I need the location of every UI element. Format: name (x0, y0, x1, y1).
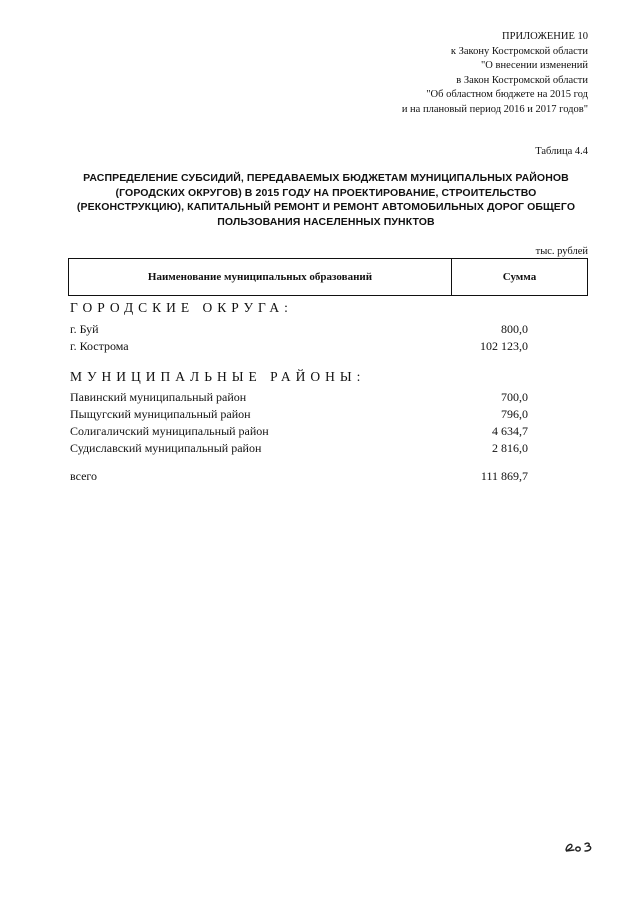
row-value: 2 816,0 (492, 441, 528, 455)
total-value: 111 869,7 (480, 469, 528, 483)
appendix-header (402, 30, 588, 118)
row-value: 4 634,7 (492, 424, 528, 438)
table-row (70, 339, 530, 356)
header-line: и на плановый период 2016 и 2017 годов" (401, 103, 588, 115)
document-title (72, 171, 580, 229)
row-name: Пыщугский муниципальный район (70, 407, 251, 421)
row-value: 700,0 (501, 390, 528, 404)
header-line: к Закону Костромской области (450, 45, 588, 57)
section-title-municipal-districts: МУНИЦИПАЛЬНЫЕ РАЙОНЫ: (70, 369, 366, 384)
column-header-name: Наименование муниципальных образований (69, 259, 452, 295)
row-name: г. Кострома (70, 339, 129, 353)
title-line: (РЕКОНСТРУКЦИЮ), КАПИТАЛЬНЫЙ РЕМОНТ И РЕМОНТ АВТОМОБИЛЬНЫХ ДОРОГ ОБЩЕГО (76, 201, 576, 213)
row-value: 800,0 (501, 322, 528, 336)
section-title-city-districts: ГОРОДСКИЕ ОКРУГА: (70, 300, 293, 315)
total-row (70, 469, 530, 486)
units-label: тыс. рублей (535, 246, 588, 257)
page-number-mark (563, 835, 603, 855)
table-row (70, 441, 530, 458)
table-row (70, 390, 530, 407)
title-line: ПОЛЬЗОВАНИЯ НАСЕЛЕННЫХ ПУНКТОВ (217, 215, 435, 228)
row-value: 796,0 (501, 407, 528, 421)
row-name: Солигаличский муниципальный район (70, 424, 269, 438)
row-name: Судиславский муниципальный район (70, 441, 262, 455)
table-number: Таблица 4.4 (535, 146, 588, 157)
table-row (70, 424, 530, 441)
table-row (70, 407, 530, 424)
header-line: "О внесении изменений (481, 60, 588, 72)
total-label: всего (70, 469, 98, 483)
row-name: г. Буй (70, 322, 99, 336)
header-line: "Об областном бюджете на 2015 год (426, 89, 588, 101)
header-line: ПРИЛОЖЕНИЕ 10 (502, 31, 588, 42)
title-line: РАСПРЕДЕЛЕНИЕ СУБСИДИЙ, ПЕРЕДАВАЕМЫХ БЮДЖЕТАМ МУНИЦИПАЛЬНЫХ РАЙОНОВ (83, 172, 569, 184)
row-name: Павинский муниципальный район (70, 390, 247, 404)
title-line: (ГОРОДСКИХ ОКРУГОВ) В 2015 ГОДУ НА ПРОЕКТИРОВАНИЕ, СТРОИТЕЛЬСТВО (115, 186, 537, 199)
row-value: 102 123,0 (480, 339, 528, 353)
table-header (68, 258, 588, 296)
handwritten-page-number (563, 835, 603, 855)
header-line: в Закон Костромской области (456, 74, 588, 86)
column-header-sum: Сумма (502, 271, 537, 283)
table-row (70, 322, 530, 339)
